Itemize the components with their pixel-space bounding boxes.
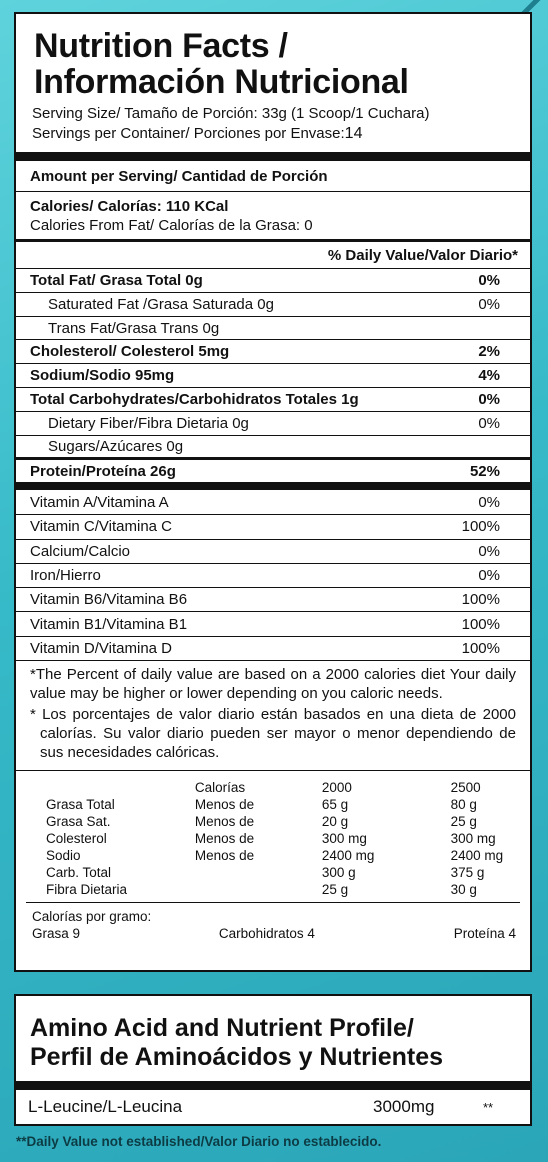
reference-cell: 65 g	[321, 797, 349, 813]
footnote-english: *The Percent of daily value are based on a 2000 calories diet Your daily value may be higher or lower depending on you caloric needs.	[30, 666, 516, 703]
reference-cell: 2400 mg	[450, 848, 504, 864]
vitamin-row	[16, 587, 530, 611]
reference-cell: Menos de	[194, 848, 255, 864]
vitamin-daily-value: 100%	[461, 518, 500, 536]
daily-value-header: % Daily Value/Valor Diario*	[16, 239, 530, 268]
per-gram-title: Calorías por gramo:	[32, 909, 152, 925]
panel-title	[16, 14, 530, 100]
nutrient-daily-value: 52%	[469, 462, 500, 480]
nutrient-row	[16, 339, 530, 363]
reference-cell: Grasa Sat.	[46, 814, 111, 830]
reference-row	[30, 830, 530, 847]
amount-per-serving: Amount per Serving/ Cantidad de Porción	[30, 167, 328, 185]
per-gram-protein: Proteína 4	[453, 926, 516, 942]
reference-cell: Menos de	[194, 831, 255, 847]
vitamin-daily-value: 0%	[478, 542, 500, 560]
nutrient-label: Saturated Fat /Grasa Saturada 0g	[48, 296, 274, 313]
reference-cell: Fibra Dietaria	[46, 882, 128, 898]
reference-cell: Menos de	[194, 797, 255, 813]
servings-label: Servings per Container/ Porciones por Envase:	[32, 125, 345, 142]
vitamin-daily-value: 0%	[478, 567, 500, 585]
vitamin-label: Iron/Hierro	[30, 567, 101, 585]
amino-title	[16, 996, 530, 1072]
leucine-row	[16, 1081, 530, 1124]
nutrient-daily-value: 0%	[478, 296, 500, 313]
vitamin-row	[16, 611, 530, 635]
reference-cell: 2500	[450, 780, 481, 796]
reference-cell: 2400 mg	[321, 848, 375, 864]
nutrient-row	[16, 316, 530, 339]
nutrient-label: Dietary Fiber/Fibra Dietaria 0g	[48, 415, 249, 432]
calories: Calories/ Calorías: 110 KCal	[30, 198, 229, 215]
nutrient-daily-value: 2%	[478, 343, 500, 360]
nutrient-daily-value: 0%	[478, 272, 500, 289]
nutrient-list	[16, 268, 530, 482]
vitamin-list	[16, 490, 530, 660]
reference-cell: Colesterol	[46, 831, 107, 847]
reference-cell: 25 g	[321, 882, 349, 898]
vitamin-daily-value: 0%	[478, 493, 500, 511]
reference-cell	[30, 779, 195, 796]
servings-per-container	[16, 124, 530, 144]
leucine-label: L-Leucine/L-Leucina	[28, 1097, 183, 1116]
amino-acid-panel	[14, 994, 532, 1126]
vitamin-daily-value: 100%	[461, 591, 500, 609]
nutrient-label: Sugars/Azúcares 0g	[48, 438, 184, 455]
vitamin-label: Vitamin D/Vitamina D	[30, 639, 173, 657]
nutrient-label: Trans Fat/Grasa Trans 0g	[48, 319, 220, 337]
nutrient-row	[16, 268, 530, 292]
nutrient-label: Cholesterol/ Colesterol 5mg	[30, 343, 230, 360]
reference-header	[30, 779, 530, 796]
reference-row	[30, 864, 530, 881]
nutrient-row	[16, 457, 530, 482]
reference-cell	[195, 864, 322, 881]
reference-table	[30, 779, 530, 898]
vitamin-row	[16, 490, 530, 514]
serving-size: Serving Size/ Tamaño de Porción: 33g (1 Scoop/1 Cuchara)	[32, 105, 430, 122]
nutrient-row	[16, 363, 530, 387]
vitamin-daily-value: 100%	[461, 639, 500, 657]
vitamin-label: Vitamin C/Vitamina C	[30, 518, 173, 536]
reference-cell: 300 mg	[321, 831, 367, 847]
title-line-2: Información Nutricional	[34, 63, 409, 101]
reference-row	[30, 881, 530, 898]
vitamin-row	[16, 514, 530, 538]
nutrient-daily-value: 0%	[478, 415, 500, 432]
calories-from-fat: Calories From Fat/ Calorías de la Grasa: 0	[30, 217, 313, 234]
vitamin-label: Vitamin A/Vitamina A	[30, 493, 169, 511]
daily-value-note: **Daily Value not established/Valor Diario no establecido.	[16, 1134, 382, 1149]
nutrient-label: Protein/Proteína 26g	[30, 462, 176, 480]
per-gram-carb: Carbohidratos 4	[218, 926, 315, 942]
leucine-amount: 3000mg	[373, 1097, 435, 1116]
nutrition-facts-panel	[14, 12, 532, 972]
reference-cell: Carb. Total	[46, 865, 112, 881]
reference-cell: 25 g	[450, 814, 477, 830]
reference-cell: 30 g	[450, 882, 477, 898]
amino-title-line-1: Amino Acid and Nutrient Profile/	[30, 1014, 414, 1042]
per-gram-fat: Grasa 9	[32, 926, 81, 942]
vitamin-label: Vitamin B6/Vitamina B6	[30, 591, 188, 609]
reference-cell: 80 g	[450, 797, 477, 813]
reference-cell: 300 mg	[450, 831, 496, 847]
servings-value: 14	[344, 125, 363, 142]
reference-cell: Calorías	[194, 780, 246, 796]
calories-per-gram	[26, 902, 520, 941]
vitamin-label: Calcium/Calcio	[30, 542, 131, 560]
nutrient-row	[16, 387, 530, 411]
leucine-mark: **	[483, 1099, 494, 1115]
reference-cell: 375 g	[450, 865, 485, 881]
nutrient-label: Sodium/Sodio 95mg	[30, 367, 175, 384]
vitamin-daily-value: 100%	[461, 615, 500, 633]
reference-row	[30, 847, 530, 864]
nutrient-row	[16, 411, 530, 435]
reference-cell: Grasa Total	[46, 797, 115, 813]
nutrient-label: Total Carbohydrates/Carbohidratos Totales 1g	[30, 391, 359, 408]
reference-cell	[195, 881, 322, 898]
vitamin-row	[16, 636, 530, 660]
reference-cell: Sodio	[46, 848, 81, 864]
nutrient-daily-value: 4%	[478, 367, 500, 384]
nutrient-row	[16, 292, 530, 316]
vitamin-row	[16, 563, 530, 587]
vitamin-row	[16, 539, 530, 563]
nutrient-row	[16, 435, 530, 457]
reference-cell: 2000	[321, 780, 352, 796]
footnote-spanish: * Los porcentajes de valor diario están basados en una dieta de 2000 calorías. Su valor diario pueden ser mayor o menor dependiendo de sus necesidades calóricas.	[30, 706, 516, 762]
reference-cell: Menos de	[194, 814, 255, 830]
title-line-1: Nutrition Facts /	[34, 27, 288, 65]
reference-cell: 20 g	[321, 814, 349, 830]
reference-row	[30, 813, 530, 830]
amino-title-line-2: Perfil de Aminoácidos y Nutrientes	[30, 1043, 444, 1071]
footnotes	[16, 660, 530, 764]
reference-row	[30, 796, 530, 813]
reference-cell: 300 g	[321, 865, 356, 881]
nutrient-daily-value: 0%	[478, 391, 500, 408]
calories-block	[16, 191, 530, 239]
vitamin-label: Vitamin B1/Vitamina B1	[30, 615, 188, 633]
nutrient-label: Total Fat/ Grasa Total 0g	[30, 272, 203, 289]
